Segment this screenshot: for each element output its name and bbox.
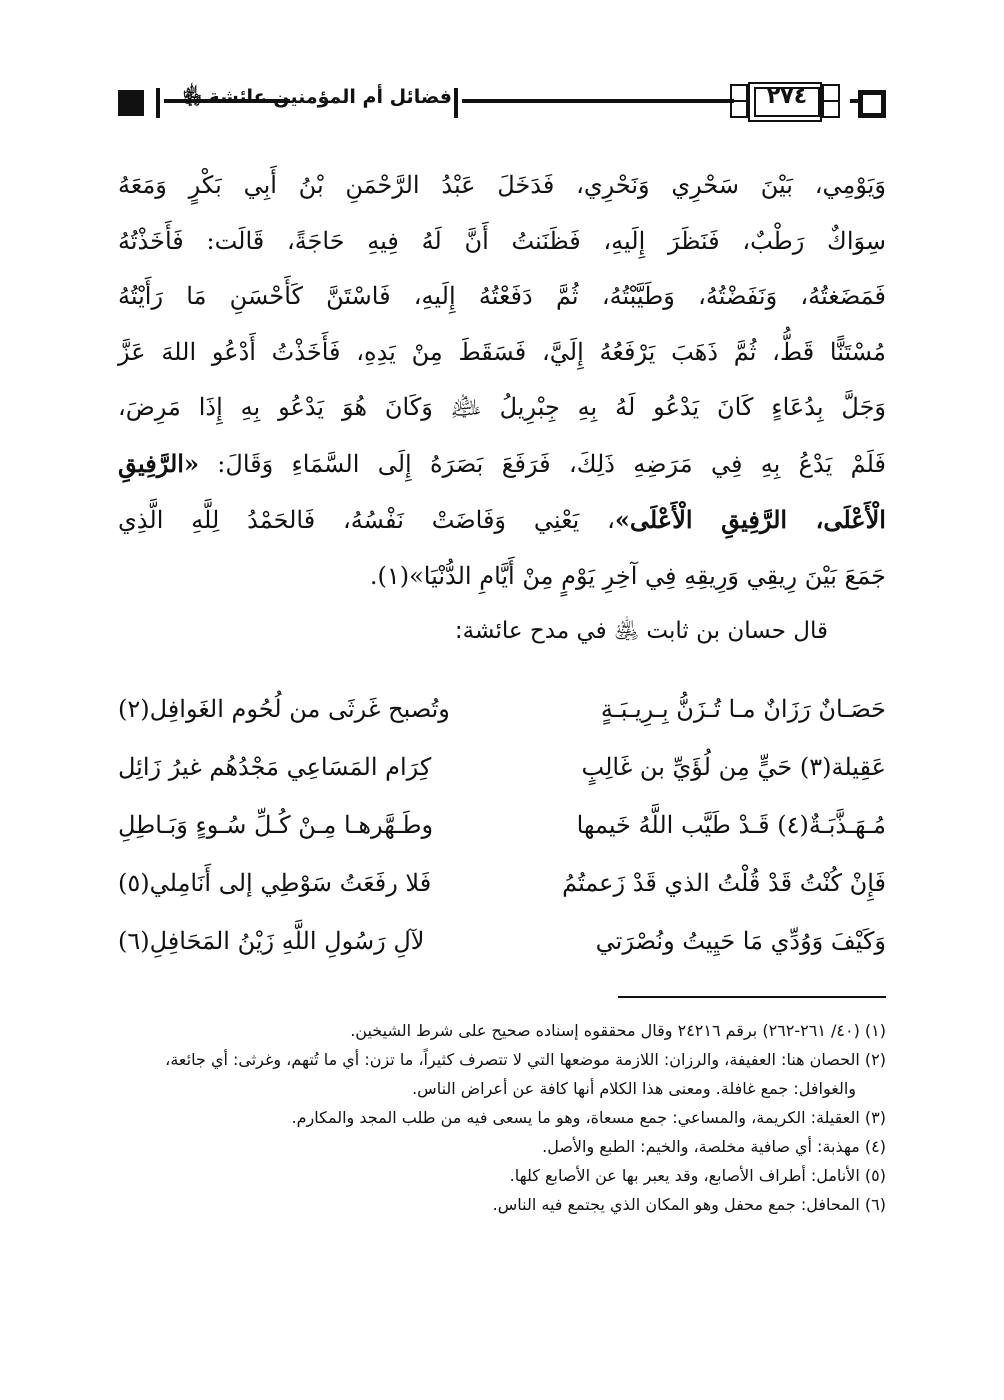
poem <box>118 680 886 970</box>
header-rule-middle <box>462 99 734 103</box>
page-number: ٢٧٤ <box>766 84 808 109</box>
verse-second-hemistich: لآلِ رَسُولِ اللَّهِ زَيْنُ المَحَافِلِ(٦) <box>118 927 425 955</box>
footnote: (١) (٤٠/ ٢٦١-٢٦٢) برقم ٢٤٢١٦ وقال محققوه إسناده صحيح على شرط الشيخين. <box>350 1021 886 1040</box>
verse <box>118 738 886 796</box>
verse-first-hemistich: مُـهَـذَّبَـةٌ(٤) قَـدْ طَيَّب اللَّهُ خَيمها <box>576 811 886 839</box>
text-line: وَجَلَّ بِدُعَاءٍ كَانَ يَدْعُو لَهُ بِهِ جِبْرِيلُ ﵇ وَكَانَ هُوَ يَدْعُو بِهِ إِذَا مَرِضَ، <box>118 393 886 421</box>
poem-intro: قال حسان بن ثابت ﵁ في مدح عائشة: <box>454 618 828 644</box>
footnote: (٤) مهذبة: أي صافية مخلصة، والخيم: الطبع والأصل. <box>542 1137 886 1156</box>
verse-first-hemistich: عَقِيلة(٣) حَيٍّ مِن لُؤَيِّ بن غَالِبٍ <box>581 753 886 781</box>
footnote: (٦) المحافل: جمع محفل وهو المكان الذي يجتمع فيه الناس. <box>492 1195 886 1214</box>
emphasized-phrase: الْأَعْلَى، الرَّفِيقِ الْأَعْلَى» <box>614 505 886 534</box>
verse-first-hemistich: وَكَيْفَ وَوُدِّي مَا حَيِيتُ ونُصْرَتي <box>595 927 886 955</box>
verse-second-hemistich: فَلا رفَعَتُ سَوْطِي إلى أَنَامِلي(٥) <box>118 869 432 897</box>
verse-second-hemistich: وتُصبح غَرثَى من لُحُوم الغَوافِل(٢) <box>118 695 450 723</box>
footnote: (٢) الحصان هنا: العفيفة، والرزان: اللازمة موضعها التي لا تتصرف كثيراً، ما تزن: أي ما تُتهم، وغرثى: أي جائعة، والغوافل: جمع غافلة. ومعنى هذا الكلام أنها كافة عن أعراض الناس. <box>165 1050 886 1098</box>
verse <box>118 796 886 854</box>
frame-ornament <box>822 100 840 118</box>
footnote: (٣) العقيلة: الكريمة، والمساعي: جمع مسعاة، وهو ما يسعى فيه من طلب المجد والمكارم. <box>291 1108 886 1127</box>
frame-ornament <box>730 100 748 118</box>
header-ornament-bar <box>454 88 458 118</box>
verse <box>118 680 886 738</box>
header-ornament-square-right <box>858 90 886 118</box>
header-ornament-bar <box>156 88 160 118</box>
verse-second-hemistich: كِرَام المَسَاعِي مَجْدُهُم غيرُ زَائِل <box>118 753 432 781</box>
verse-second-hemistich: وطَـهَّرهـا مِـنْ كُـلِّ سُـوءٍ وَبَـاطِلِ <box>118 811 434 839</box>
text-line: فَلَمْ يَدْعُ بِهِ فِي مَرَضِهِ ذَلِكَ، فَرَفَعَ بَصَرَهُ إِلَى السَّمَاءِ وَقَالَ: «الرَّفِيقِ <box>118 448 886 478</box>
verse-first-hemistich: حَصَـانٌ رَزَانٌ مـا تُـزَنُّ بِـرِيـبَـةٍ <box>600 695 886 723</box>
emphasized-phrase: «الرَّفِيقِ <box>118 448 199 478</box>
verse <box>118 912 886 970</box>
text-line: سِوَاكٌ رَطْبٌ، فَنَظَرَ إِلَيهِ، فَظَنَنتُ أَنَّ لَهُ فِيهِ حَاجَةً، قَالَت: فَأَخَذْتُهُ <box>118 226 886 255</box>
header-ornament-square-left <box>118 90 144 116</box>
text-line: فَمَضَغتُهُ، وَنَفَضْتُهُ، وَطَيَّبْتُهُ، ثُمَّ دَفَعْتُهُ إِلَيهِ، فَاسْتَنَّ كَأَحْسَنِ مَا رَأَيْتُهُ <box>118 282 886 310</box>
footnotes <box>118 1016 886 1219</box>
page-number-frame <box>726 82 844 120</box>
running-title: فضائل أم المؤمنين عائشة ﵂ <box>182 86 452 108</box>
verse-first-hemistich: فَإِنْ كُنْتُ قَدْ قُلْتُ الذي قَدْ زَعمتُمُ <box>562 869 886 897</box>
page-header <box>118 82 886 126</box>
text-line: الْأَعْلَى، الرَّفِيقِ الْأَعْلَى»، يَعْنِي وَفَاضَتْ نَفْسُهُ، فَالحَمْدُ لِلَّهِ الَّذِي <box>118 505 886 534</box>
footnote-separator <box>618 996 886 998</box>
hadith-text <box>118 158 886 604</box>
text-line: مُسْتَنًّا قَطُّ، ثُمَّ ذَهَبَ يَرْفَعُهُ إِلَيَّ، فَسَقَطَ مِنْ يَدِهِ، فَأَخَذْتُ أَدْعُو اللهَ عَزَّ <box>118 337 886 366</box>
verse <box>118 854 886 912</box>
text-line: وَيَوْمِي، بَيْنَ سَحْرِي وَنَحْرِي، فَدَخَلَ عَبْدُ الرَّحْمَنِ بْنُ أَبِي بَكْرٍ وَمَعَهُ <box>118 171 886 199</box>
text-line: جَمَعَ بَيْنَ رِيقِي وَرِيقِهِ فِي آخِرِ يَوْمٍ مِنْ أَيَّامِ الدُّنْيَا»(١). <box>369 561 886 590</box>
footnote: (٥) الأنامل: أطراف الأصابع، وقد يعبر بها عن الأصابع كلها. <box>509 1166 886 1185</box>
